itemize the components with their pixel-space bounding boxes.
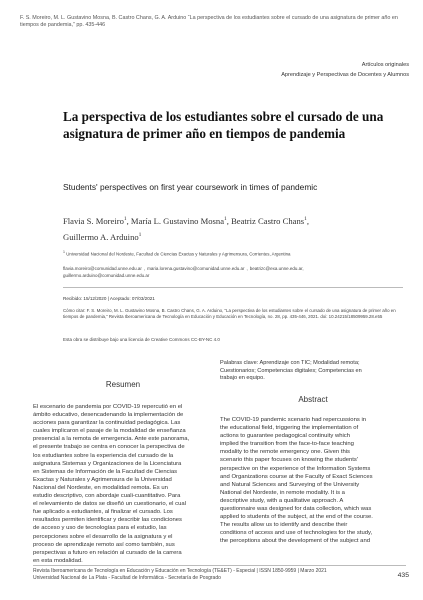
text-line: implied the transition from the face-to-face teaching xyxy=(220,441,354,448)
email-list xyxy=(63,266,393,279)
license-note: Esta obra se distribuye bajo una licencia de Creative Commons CC-BY-NC 4.0 xyxy=(63,337,220,342)
text-line: Palabras clave: Aprendizaje con TIC; Modalidad remota; xyxy=(220,360,360,366)
abstract-section xyxy=(220,395,406,546)
text-line: asignatura Sistemas y Organizaciones de la Licenciatura xyxy=(33,460,182,467)
text-line: Nacional del Nordeste, en modalidad remota. Es un xyxy=(33,484,168,491)
author-list: Flavia S. Moreiro$^1$, María L. Gustavino Mosna$^1$, Beatriz Castro Chans$^1$, Guillermo A. Arduino$^1$ xyxy=(63,215,309,242)
text-line: applied to students of the subject, at the end of the course. xyxy=(220,514,373,521)
author-affiliation-mark: 1 xyxy=(224,216,227,222)
text-line: presencial a la remota de emergencia. Ante este panorama, xyxy=(33,436,190,443)
text-line: fue aplicado a estudiantes, al finalizar el cursado. Los xyxy=(33,509,173,516)
email-link[interactable]: guillermo.arduino@comunidad.unne.edu.ar xyxy=(63,272,150,278)
text-line: conditions of access and use of technologies for the study, xyxy=(220,530,373,537)
text-line: de acceso y uso de tecnologías para el estudio, las xyxy=(33,525,167,532)
text-line: acciones para garantizar la continuidad pedagógica. Las xyxy=(33,420,181,427)
text-line: los estudiantes sobre la experiencia del cursado de la xyxy=(33,452,174,459)
email-link[interactable]: flavia.moreiro@comunidad.unne.edu.ar xyxy=(63,266,142,271)
text-line: The results allow us to identify and describe their xyxy=(220,522,348,529)
text-line: and Natural Sciences and Surveying of the University xyxy=(220,481,360,488)
section-block xyxy=(281,60,409,80)
text-line: questionnaire was designed for data collection, which was xyxy=(220,506,372,513)
text-line: trabajo en equipo. xyxy=(220,375,265,382)
page-number: 435 xyxy=(397,572,409,579)
footer-divider xyxy=(33,565,406,566)
author-affiliation-mark: 1 xyxy=(123,216,127,222)
resumen-body xyxy=(33,403,213,565)
text-line: estudio descriptivo, con abordaje cuali-cuantitativo. Para xyxy=(33,493,181,500)
author-name: Flavia S. Moreiro xyxy=(63,215,124,226)
email-line xyxy=(63,273,393,280)
text-line: descriptive study, with a qualitative approach. A xyxy=(220,497,344,504)
text-line: Cuestionarios; Competencias digitales; Competencias en xyxy=(220,367,362,374)
affiliation-mark: 1 xyxy=(63,250,65,254)
resumen-section xyxy=(33,380,213,565)
affiliation xyxy=(63,249,403,257)
footer-line: Universidad Nacional de La Plata - Facultad de Informática - Secretaría de Posgrado xyxy=(33,575,221,581)
text-line: cuales implicaron el pasaje de la modalidad de enseñanza xyxy=(33,428,186,435)
text-line: El escenario de pandemia por COVID-19 repercutió en el xyxy=(33,404,183,410)
section-category: Aprendizaje y Perspectivas de Docentes y Alumnos xyxy=(281,72,409,78)
text-line: the educational field, triggering the implementation of xyxy=(220,425,359,432)
email-link[interactable]: beatrizc@exa.unne.edu.ar xyxy=(249,266,303,271)
text-line: perspective on the experience of the Information Systems xyxy=(220,465,371,472)
keywords-es xyxy=(220,360,406,383)
email-link[interactable]: maria.lorena.gustavino@comunidad.unne.edu.ar xyxy=(147,266,245,271)
text-line: el relevamiento de datos se diseñó un cuestionario, el cual xyxy=(33,501,186,508)
affiliation-text: Universidad Nacional del Nordeste, Facultad de Ciencias Exactas y Naturales y Agrimensura, Corrientes, Argentina xyxy=(66,251,291,257)
received-accepted: Recibido: 15/12/2020 | Aceptado: 07/03/2021 xyxy=(63,296,155,301)
divider xyxy=(63,287,403,288)
journal-footer xyxy=(33,568,363,582)
article-title: La perspectiva de los estudiantes sobre el cursado de una asignatura de primer año en tiempos de pandemia xyxy=(63,109,384,141)
author-name: Guillermo A. Arduino xyxy=(63,231,139,242)
resumen-heading: Resumen xyxy=(105,380,141,389)
text-line: resultados permiten identificar y describir las condiciones xyxy=(33,517,182,524)
text-line: The COVID-19 pandemic scenario had repercussions in xyxy=(220,417,367,423)
text-line: modality to the remote emergency one. Given this xyxy=(220,449,350,456)
abstract-body xyxy=(220,416,406,546)
footer-line: Revista Iberoamericana de Tecnología en Educación y Educación en Tecnología (TE&ET) - Especial | ISSN 1850-9959 | Marzo 2021 xyxy=(33,568,327,574)
text-line: en esta modalidad. xyxy=(33,557,83,564)
text-line: the perceptions about the development of the subject and xyxy=(220,538,370,545)
text-line: percepciones sobre el desarrollo de la asignatura y el xyxy=(33,533,173,540)
running-head: F. S. Moreiro, M. L. Gustavino Mosna, B. Castro Chans, G. A. Arduino “La perspectiva de los estudiantes sobre el cursado de una asignatura de primer año en tiempos de pandemia,” pp. 435-446 xyxy=(20,15,398,28)
text-line: perspectivas a futuro en relación al cursado de la carrera xyxy=(33,549,182,556)
text-line: en Sistemas de Información de la Facultad de Ciencias xyxy=(33,468,178,475)
email-line: flavia.moreiro@comunidad.unne.edu.ar , maria.lorena.gustavino@comunidad.unne.edu.ar , beatrizc@exa.unne.edu.ar, xyxy=(63,266,304,271)
author-affiliation-mark: 1 xyxy=(138,231,142,238)
section-type: Artículos originales xyxy=(361,62,409,68)
text-line: Exactas y Naturales y Agrimensura de la Universidad xyxy=(33,476,172,483)
author-name: Beatriz Castro Chans xyxy=(231,215,305,226)
text-line: actions to guarantee pedagogical continuity which xyxy=(220,433,351,440)
how-to-cite: Cómo citar: F. S. Moreiro, M. L. Gustavino Mosna, B. Castro Chans, G. A. Arduino, “La perspectiva de los estudiantes sobre el cursado de una asignatura de primer año en tiempos de pandemia,” Revista Iberoamericana de Tecnología en Educación y Educación en Tecnología, no. 28, pp. 435-446, 2021. doi: 10.24215/18509959.28.e55 xyxy=(63,308,396,320)
text-line: National del Nordeste, in remote modality. It is a xyxy=(220,489,345,496)
author-name: María L. Gustavino Mosna xyxy=(130,215,225,226)
text-line: scenario this paper focuses on knowing the students' xyxy=(220,457,359,464)
abstract-heading: Abstract xyxy=(298,395,328,404)
text-line: and Organizations course at the Faculty of Exact Sciences xyxy=(220,473,373,480)
text-line: ámbito educativo, desencadenando la implementación de xyxy=(33,412,184,419)
article-subtitle: Students' perspectives on first year coursework in times of pandemic xyxy=(63,182,318,192)
text-line: el presente trabajo se centra en conocer la perspectiva de xyxy=(33,444,185,451)
author-affiliation-mark: 1 xyxy=(304,216,307,222)
text-line: proceso de aprendizaje remoto así como también, sus xyxy=(33,541,175,548)
